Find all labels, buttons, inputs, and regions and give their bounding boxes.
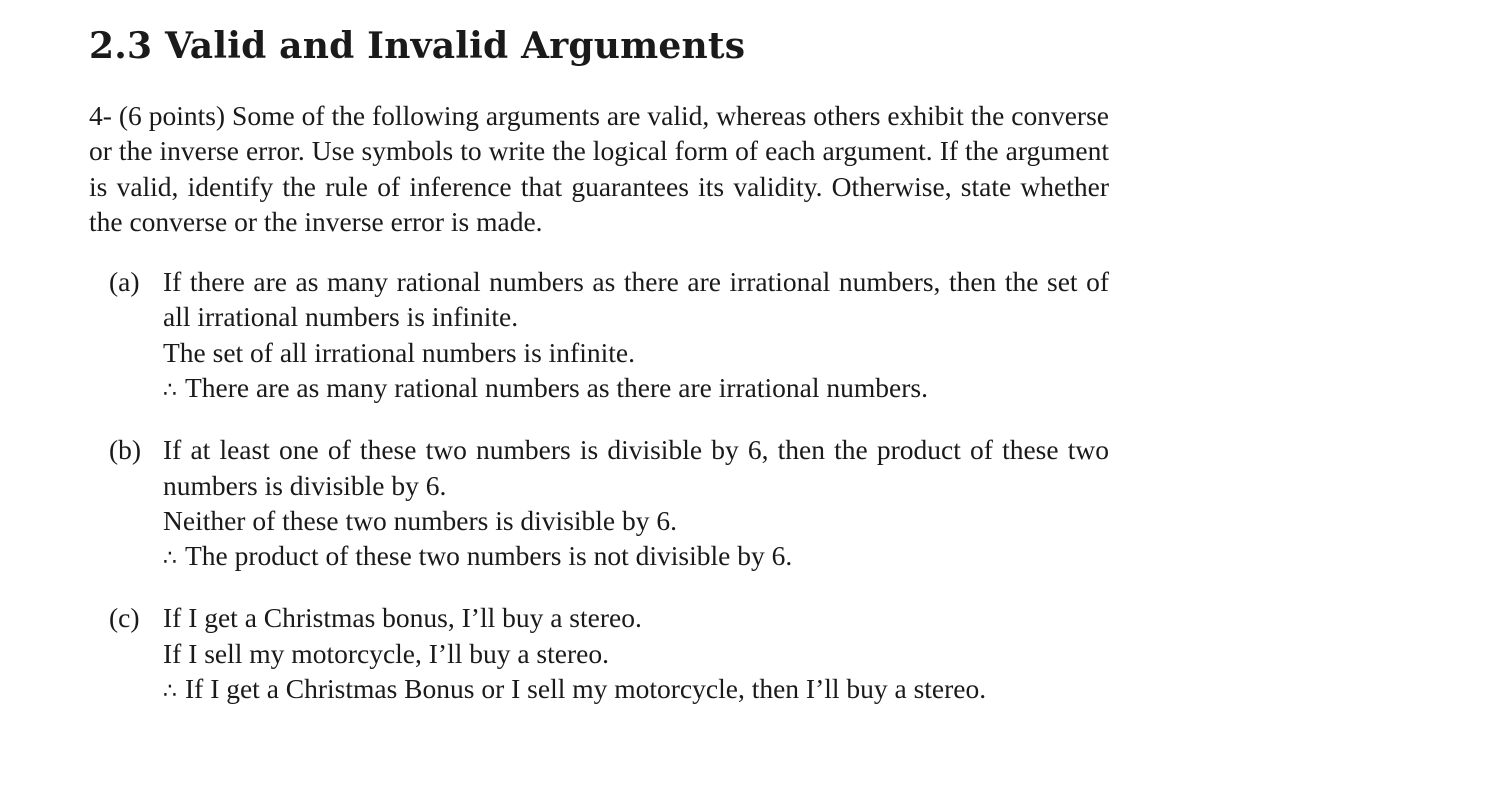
argument-label: (b) — [109, 434, 142, 466]
conclusion-text: The product of these two numbers is not divisible by 6. — [185, 540, 793, 572]
premise-1: If I get a Christmas bonus, I’ll buy a stereo. — [163, 602, 642, 634]
therefore-symbol: ∴ — [163, 679, 177, 705]
conclusion-line — [163, 671, 1109, 709]
argument-list — [89, 264, 1109, 733]
premise-2: If I sell my motorcycle, I’ll buy a stereo. — [163, 637, 609, 669]
conclusion-line — [163, 538, 1109, 576]
conclusion-text: There are as many rational numbers as there are irrational numbers. — [185, 372, 928, 404]
argument-c — [89, 600, 1109, 709]
conclusion-line — [163, 370, 1109, 408]
conclusion-text: If I get a Christmas Bonus or I sell my motorcycle, then I’ll buy a stereo. — [185, 673, 987, 705]
premise-1: If at least one of these two numbers is divisible by 6, then the product of these two numbers is divisible by 6. — [163, 434, 1109, 501]
argument-a — [89, 264, 1109, 409]
premise-2: The set of all irrational numbers is infinite. — [163, 336, 635, 368]
section-title: 2.3 Valid and Invalid Arguments — [89, 25, 746, 67]
argument-b — [89, 432, 1109, 577]
argument-label: (c) — [109, 602, 140, 634]
premise-2: Neither of these two numbers is divisible by 6. — [163, 504, 678, 536]
therefore-symbol: ∴ — [163, 546, 177, 572]
therefore-symbol: ∴ — [163, 378, 177, 404]
argument-label: (a) — [109, 266, 140, 297]
premise-1: If there are as many rational numbers as there are irrational numbers, then the set of all irrational numbers is infinite. — [163, 266, 1109, 333]
problem-intro: 4- (6 points) Some of the following arguments are valid, whereas others exhibit the converse or the inverse error. Use symbols to write the logical form of each argument. If the argument is valid, identify the rule of inference that guarantees its validity. Otherwise, state whether the converse or the inverse error is made. — [89, 100, 1109, 237]
